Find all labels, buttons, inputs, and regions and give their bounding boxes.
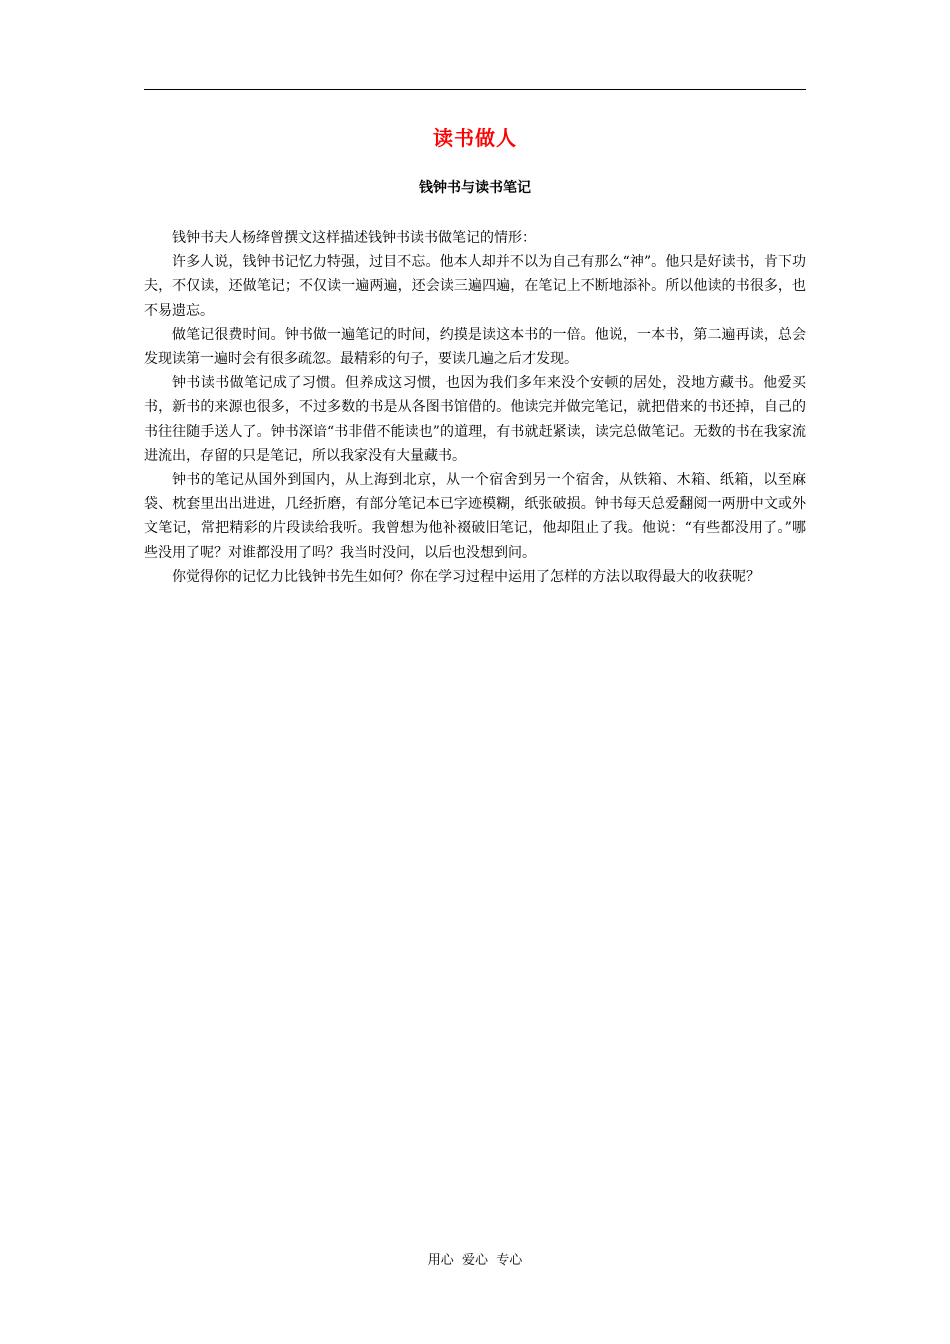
paragraph-habit: 钟书读书做笔记成了习惯。但养成这习惯，也因为我们多年来没个安顿的居处，没地方藏书。他爱买书，新书的来源也很多，不过多数的书是从各图书馆借的。他读完并做完笔记，就把借来的书还掉，自己的书往往随手送人了。钟书深谙“书非借不能读也”的道理，有书就赶紧读，读完总做笔记。无数的书在我家流进流出，存留的只是笔记，所以我家没有大量藏书。	[144, 375, 806, 464]
paragraph-note-time: 做笔记很费时间。钟书做一遍笔记的时间，约摸是读这本书的一倍。他说，一本书，第二遍再读，总会发现读第一遍时会有很多疏忽。最精彩的句子，要读几遍之后才发现。	[144, 326, 806, 368]
header-rule	[144, 89, 806, 90]
page-footer: 用心 爱心 专心	[427, 1253, 523, 1268]
page-title: 读书做人	[433, 126, 517, 150]
article-body	[144, 226, 806, 589]
paragraph-memory: 许多人说，钱钟书记忆力特强，过目不忘。他本人却并不以为自己有那么“神”。他只是好读书，肯下功夫，不仅读，还做笔记；不仅读一遍两遍，还会读三遍四遍，在笔记上不断地添补。所以他读的书很多，也不易遗忘。	[144, 254, 806, 319]
paragraph-question: 你觉得你的记忆力比钱钟书先生如何？你在学习过程中运用了怎样的方法以取得最大的收获呢？	[172, 568, 760, 585]
paragraph-notebooks: 钟书的笔记从国外到国内，从上海到北京，从一个宿舍到另一个宿舍，从铁箱、木箱、纸箱，以至麻袋、枕套里出出进进，几经折磨，有部分笔记本已字迹模糊，纸张破损。钟书每天总爱翻阅一两册中文或外文笔记，常把精彩的片段读给我听。我曾想为他补裰破旧笔记，他却阻止了我。他说：“有些都没用了。”哪些没用了呢？对谁都没用了吗？我当时没问，以后也没想到问。	[144, 472, 806, 561]
paragraph-intro: 钱钟书夫人杨绛曾撰文这样描述钱钟书读书做笔记的情形：	[172, 230, 536, 246]
article-subtitle: 钱钟书与读书笔记	[419, 180, 531, 196]
